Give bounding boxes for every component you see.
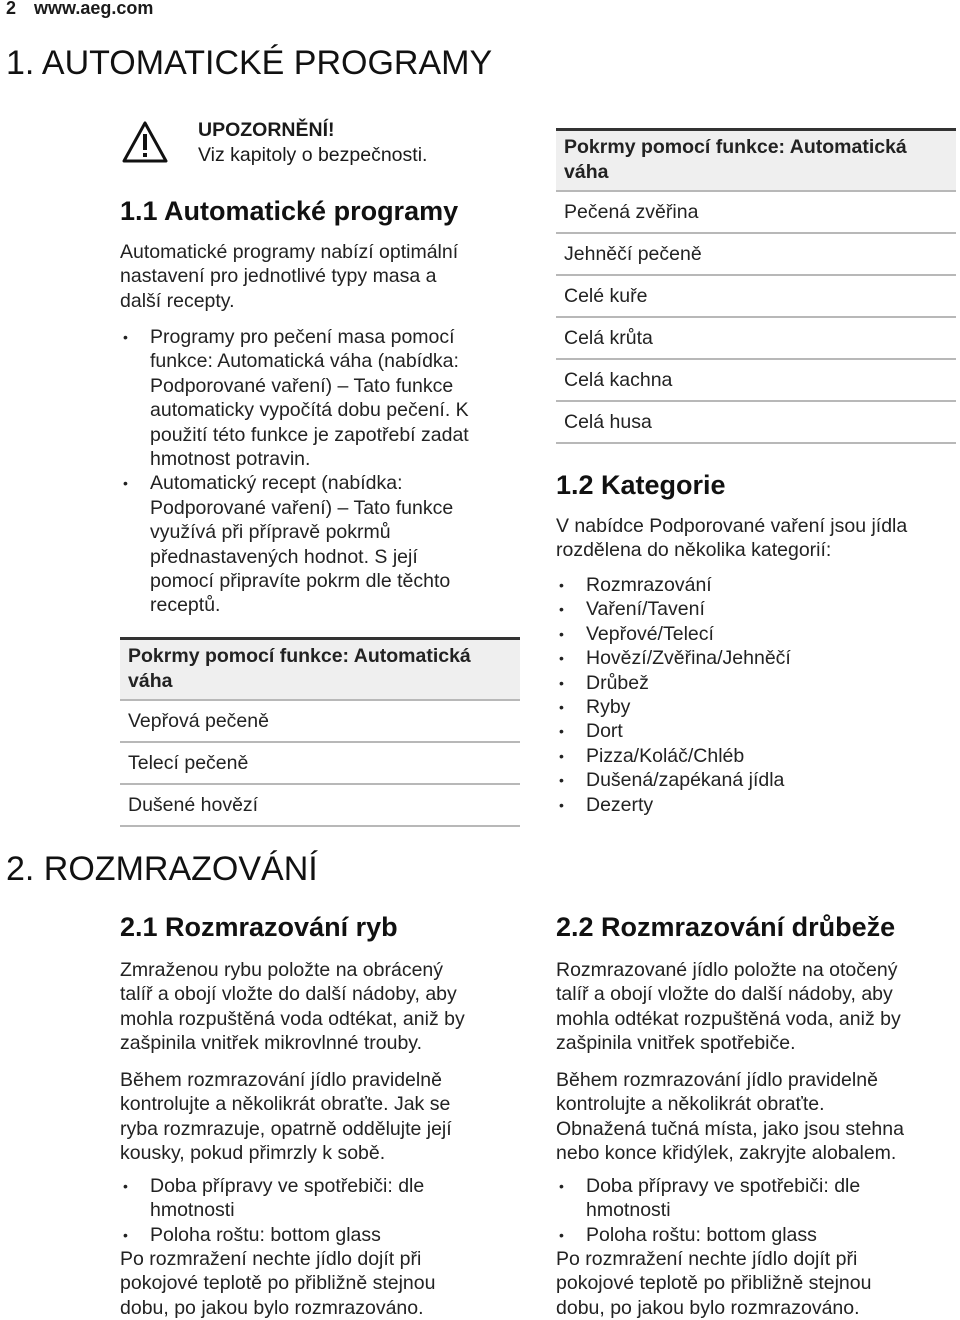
page-number: 2 <box>6 0 17 18</box>
list-item: • Vaření/Tavení <box>556 597 956 621</box>
table-row: Vepřová pečeně <box>120 700 520 742</box>
table-row: Celá husa <box>556 401 956 443</box>
list-item: • Automatický recept (nabídka: Podporované vaření) – Tato funkce využívá při přípravě pokrmů přednastavených hodnot. S její pomocí připravíte pokrm dle těchto receptů. <box>120 471 520 617</box>
poultry-paragraph-3: Po rozmražení nechte jídlo dojít při pokojové teplotě po přibližně stejnou dobu, po jakou bylo rozmrazováno. <box>556 1248 872 1319</box>
subsection-1-1-title: 1.1 Automatické programy <box>120 196 459 226</box>
list-item: • Drůbež <box>556 671 956 695</box>
list-item: • Doba přípravy ve spotřebiči: dle hmotnosti <box>556 1174 956 1223</box>
warning-title: UPOZORNĚNÍ! <box>198 119 335 141</box>
page-header <box>6 0 171 19</box>
fish-paragraph-3: Po rozmražení nechte jídlo dojít při pokojové teplotě po přibližně stejnou dobu, po jakou bylo rozmrazováno. <box>120 1248 436 1319</box>
poultry-paragraph-2: Během rozmrazování jídlo pravidelně kontrolujte a několikrát obraťte. Obnažená tučná místa, jako jsou stehna nebo konce křidýlek, zakryjte alobalem. <box>556 1069 904 1165</box>
list-item: • Poloha roštu: bottom glass <box>120 1223 520 1247</box>
table-header: Pokrmy pomocí funkce: Automatická váha <box>556 130 956 192</box>
subsection-2-1-title: 2.1 Rozmrazování ryb <box>120 912 398 942</box>
list-item: • Rozmrazování <box>556 573 956 597</box>
table-row: Telecí pečeně <box>120 742 520 784</box>
table-row: Celá kachna <box>556 359 956 401</box>
subsection-1-1-intro: Automatické programy nabízí optimální nastavení pro jednotlivé typy masa a další recepty. <box>120 241 459 312</box>
section-1-title: 1. AUTOMATICKÉ PROGRAMY <box>6 44 493 82</box>
list-item: • Vepřové/Telecí <box>556 622 956 646</box>
fish-bullet-list <box>120 1174 520 1247</box>
poultry-paragraph-1: Rozmrazované jídlo položte na otočený talíř a obojí vložte do další nádoby, aby mohla odtékat rozpuštěná voda, aniž by zašpinila vnitřek spotřebiče. <box>556 959 901 1055</box>
table-header: Pokrmy pomocí funkce: Automatická váha <box>120 639 520 701</box>
table-row: Celé kuře <box>556 275 956 317</box>
list-item: • Pizza/Koláč/Chléb <box>556 744 956 768</box>
list-item: • Doba přípravy ve spotřebiči: dle hmotnosti <box>120 1174 520 1223</box>
website-url: www.aeg.com <box>34 0 154 18</box>
list-item: • Programy pro pečení masa pomocí funkce: Automatická váha (nabídka: Podporované vaření) – Tato funkce automaticky vypočítá dobu pečení. K použití této funkce je zapotřebí zadat hmotnost potravin. <box>120 325 520 471</box>
poultry-bullet-list <box>556 1174 956 1247</box>
warning-text: Viz kapitoly o bezpečnosti. <box>198 144 428 166</box>
subsection-1-2-intro: V nabídce Podporované vaření jsou jídla rozdělena do několika kategorií: <box>556 515 908 562</box>
programs-bullet-list <box>120 325 520 618</box>
auto-weight-table-left <box>120 637 520 827</box>
list-item: • Dušená/zapékaná jídla <box>556 768 956 792</box>
list-item: • Hovězí/Zvěřina/Jehněčí <box>556 646 956 670</box>
list-item: • Ryby <box>556 695 956 719</box>
subsection-2-2-title: 2.2 Rozmrazování drůbeže <box>556 912 896 942</box>
table-row: Celá krůta <box>556 317 956 359</box>
list-item: • Dezerty <box>556 793 956 817</box>
subsection-1-2-title: 1.2 Kategorie <box>556 470 726 500</box>
table-row: Dušené hovězí <box>120 784 520 826</box>
fish-paragraph-2: Během rozmrazování jídlo pravidelně kontrolujte a několikrát obraťte. Jak se ryba rozmrazuje, opatrně oddělujte její kousky, pokud přimrzly k sobě. <box>120 1069 452 1165</box>
warning-triangle-icon <box>122 120 168 164</box>
list-item: • Dort <box>556 719 956 743</box>
categories-list <box>556 573 956 817</box>
list-item: • Poloha roštu: bottom glass <box>556 1223 956 1247</box>
section-2-title: 2. ROZMRAZOVÁNÍ <box>6 850 318 888</box>
auto-weight-table-right <box>556 128 956 444</box>
table-row: Jehněčí pečeně <box>556 233 956 275</box>
table-row: Pečená zvěřina <box>556 191 956 233</box>
fish-paragraph-1: Zmraženou rybu položte na obrácený talíř a obojí vložte do další nádoby, aby mohla rozpuštěná voda odtékat, aniž by zašpinila vnitřek mikrovlnné trouby. <box>120 959 465 1055</box>
